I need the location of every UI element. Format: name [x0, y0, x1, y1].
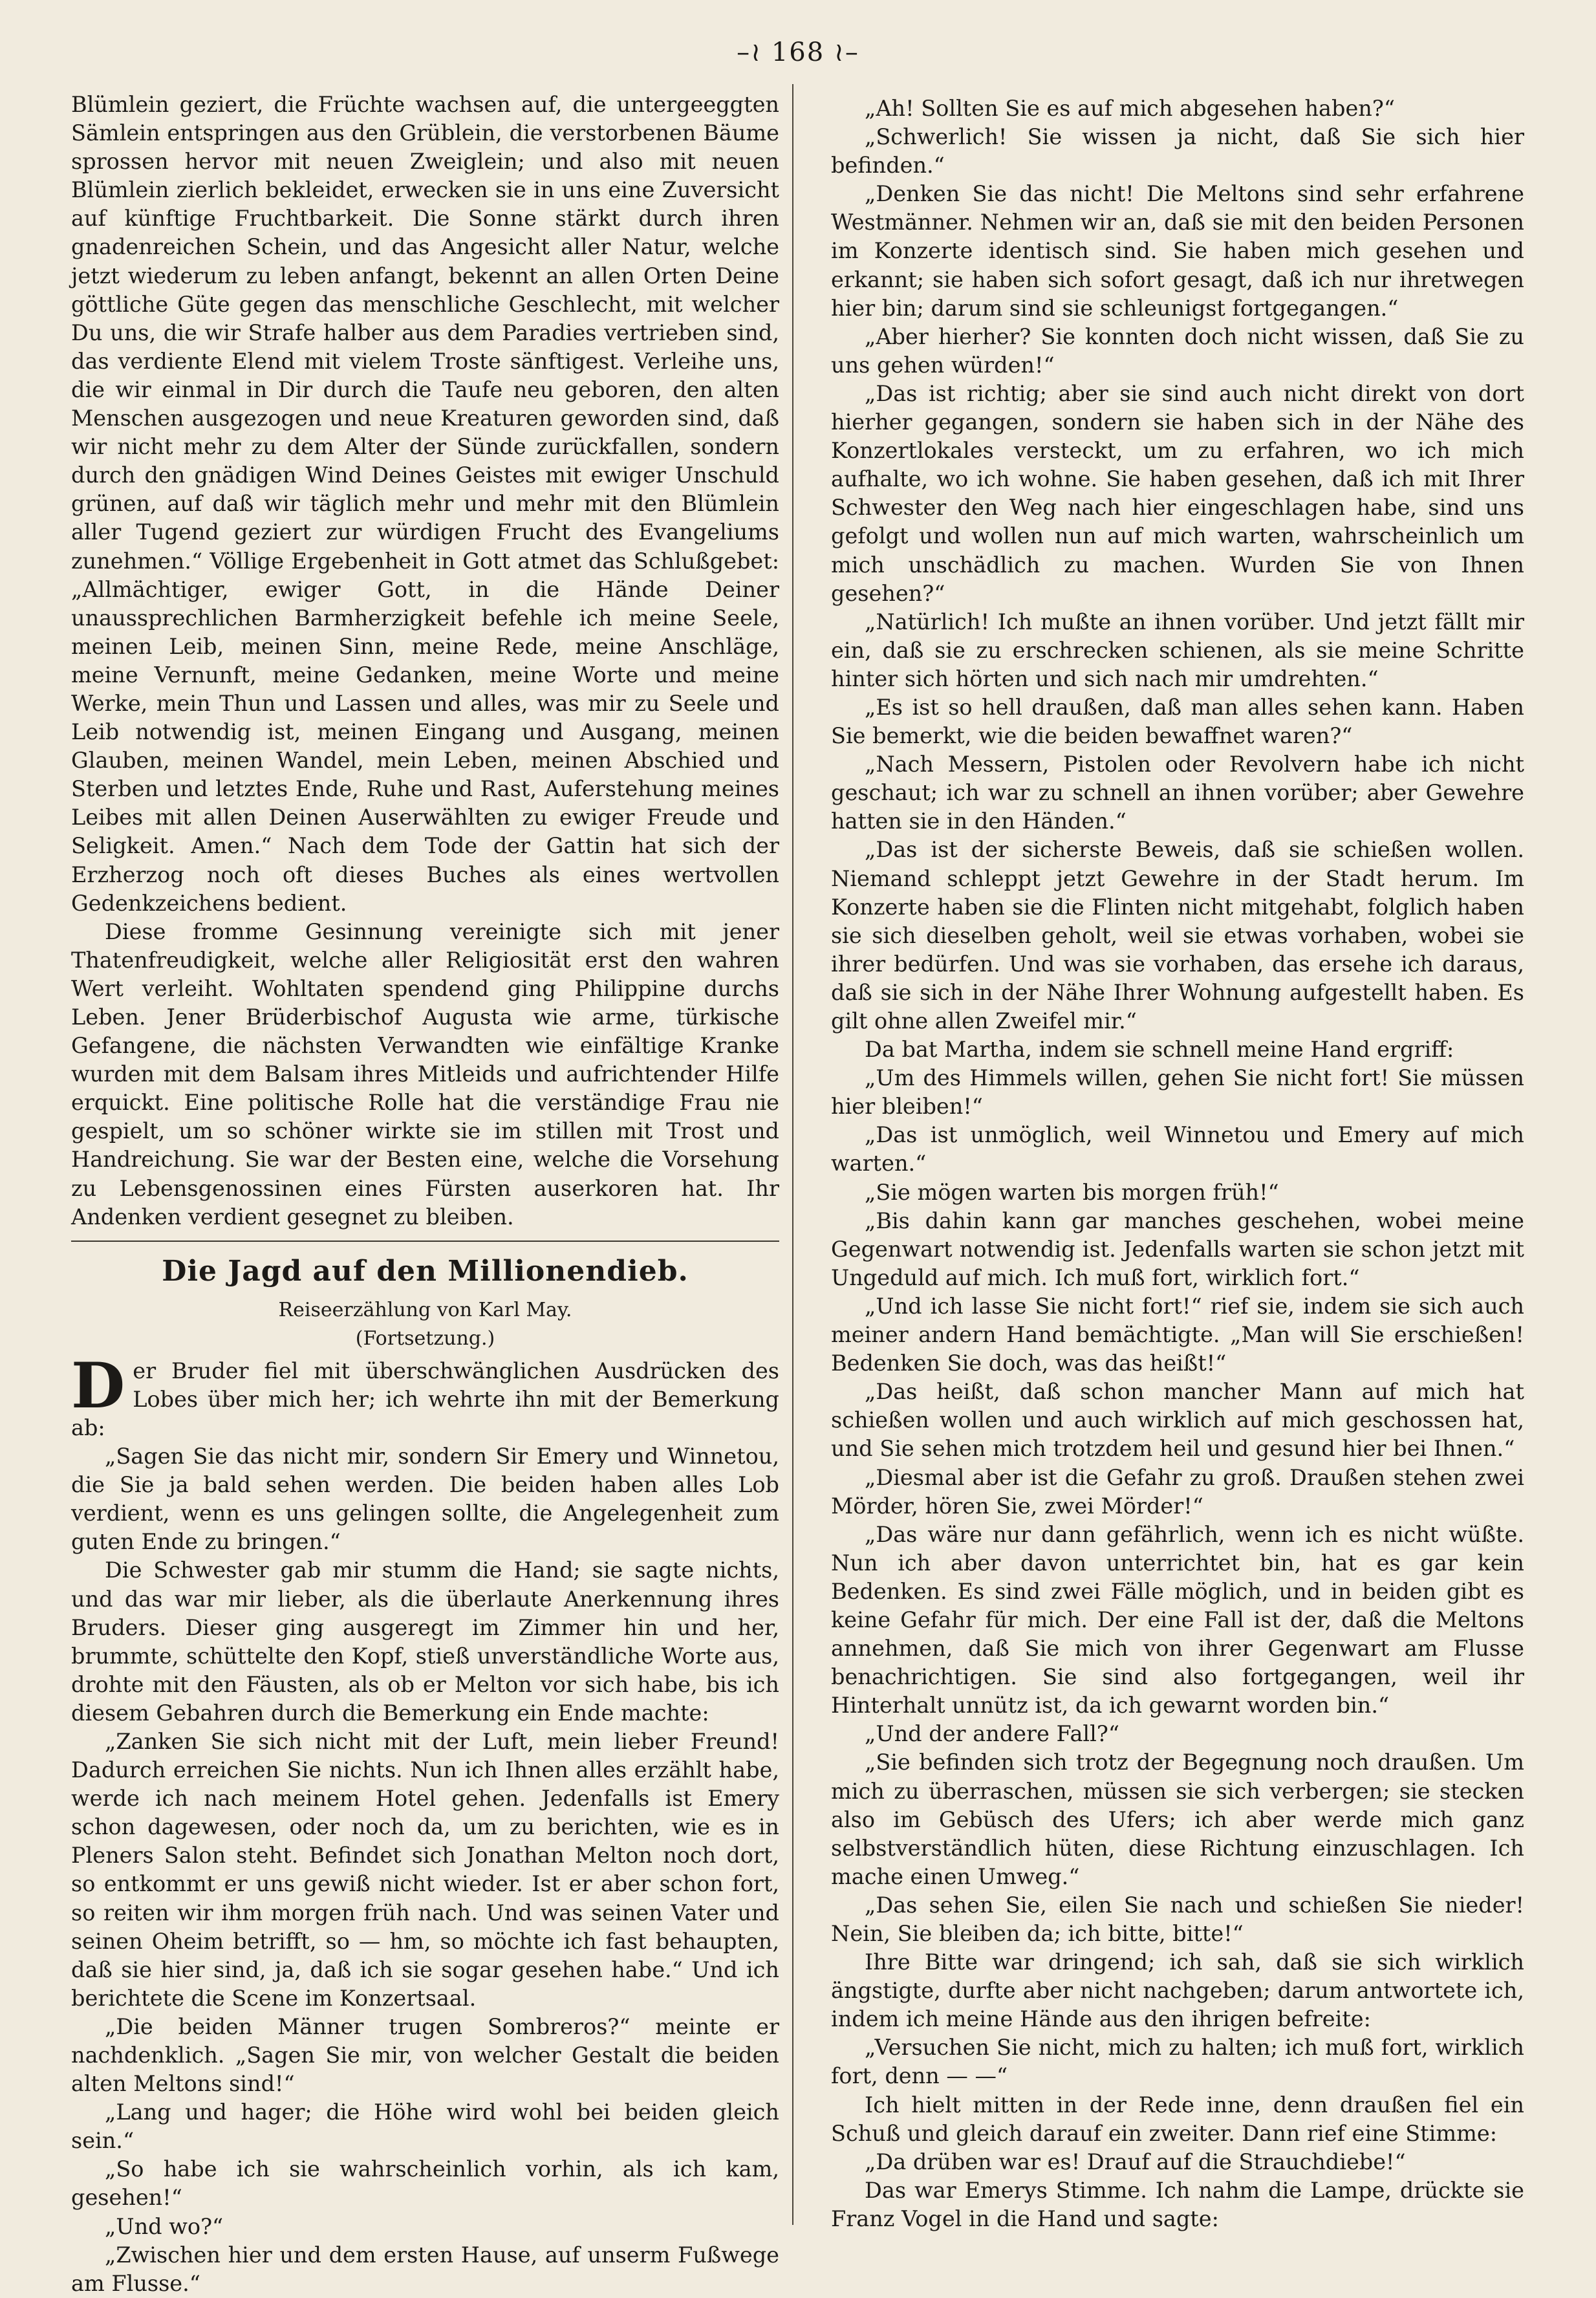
- paragraph: Ihre Bitte war dringend; ich sah, daß sie sich wirklich ängstigte, durfte aber nicht nachgeben; darum antwortete ich, indem ich meine Hände aus den ihrigen befreite:: [831, 1949, 1524, 2032]
- paragraph: „Sie befinden sich trotz der Begegnung noch draußen. Um mich zu überraschen, müssen sie sich verbergen; sie stecken also im Gebüsch des Ufers; ich aber werde mich ganz selbstverständlich hüten, diese Richtung einzuschlagen. Ich mache einen Umweg.“: [831, 1750, 1524, 1889]
- section-rule: [71, 1241, 779, 1242]
- paragraph: „Da drüben war es! Drauf auf die Strauchdiebe!“: [865, 2149, 1406, 2174]
- story-subtitle: Reiseerzählung von Karl May.: [278, 1298, 572, 1321]
- page-number: –≀ 168 ≀–: [737, 38, 859, 67]
- paragraph: „Nach Messern, Pistolen oder Revolvern habe ich nicht geschaut; ich war zu schnell an ihnen vorüber; aber Gewehre hatten sie in den Händen.“: [831, 752, 1524, 834]
- story-continuation: (Fortsetzung.): [355, 1327, 495, 1350]
- paragraph: „Und ich lasse Sie nicht fort!“ rief sie, indem sie sich auch meiner andern Hand bemächtigte. „Man will Sie erschießen! Bedenken Sie doch, was das heißt!“: [831, 1293, 1524, 1376]
- paragraph: Ich hielt mitten in der Rede inne, denn draußen fiel ein Schuß und gleich darauf ein zweiter. Dann rief eine Stimme:: [831, 2092, 1524, 2146]
- paragraph: „Versuchen Sie nicht, mich zu halten; ich muß fort, wirklich fort, denn — —“: [831, 2035, 1524, 2089]
- paragraph: „Das heißt, daß schon mancher Mann auf mich hat schießen wollen und auch wirklich auf mich geschossen hat, und Sie sehen mich trotzdem heil und gesund hier bei Ihnen.“: [831, 1379, 1524, 1462]
- paragraph: „Sagen Sie das nicht mir, sondern Sir Emery und Winnetou, die Sie ja bald sehen werden. Die beiden haben alles Lob verdient, wenn es uns gelingen sollte, die Angelegenheit zum guten Ende zu bringen.“: [71, 1444, 779, 1555]
- paragraph: „Das wäre nur dann gefährlich, wenn ich es nicht wüßte. Nun ich aber davon unterrichtet bin, hat es gar kein Bedenken. Es sind zwei Fälle möglich, und in beiden gibt es keine Gefahr für mich. Der eine Fall ist der, daß die Meltons annehmen, daß Sie mich von ihrer Gegenwart am Flusse benachrichtigen. Sie sind also fortgegangen, weil ihr Hinterhalt unnütz ist, da ich gewarnt worden bin.“: [831, 1521, 1524, 1718]
- paragraph: „Das ist der sicherste Beweis, daß sie schießen wollen. Niemand schleppt jetzt Gewehre in der Stadt herum. Im Konzerte haben sie die Flinten nicht mitgehabt, folglich haben sie sich dieselben geholt, weil sie etwas vorhaben, wobei sie ihrer bedürfen. Und was sie vorhaben, das ersehe ich daraus, daß sie sich in der Nähe Ihrer Wohnung aufgestellt haben. Es gilt ohne allen Zweifel mir.“: [831, 837, 1524, 1034]
- paragraph: „Schwerlich! Sie wissen ja nicht, daß Sie sich hier befinden.“: [831, 124, 1524, 179]
- paragraph: Diese fromme Gesinnung vereinigte sich mit jener Thatenfreudigkeit, welche aller Religiosität erst den wahren Wert verleiht. Wohltaten spendend ging Philippine durchs Leben. Jener Brüderbischof Augusta wie arme, türkische Gefangene, die nächsten Verwandten wie einfältige Kranke wurden mit dem Balsam ihres Mitleids und aufrichtender Hilfe erquickt. Eine politische Rolle hat die verständige Frau nie gespielt, um so schöner wirkte sie im stillen mit Trost und Handreichung. Sie war der Besten eine, welche die Vorsehung zu Lebensgenossinen eines Fürsten auserkoren hat. Ihr Andenken verdient gesegnet zu bleiben.: [71, 918, 779, 1230]
- left-column: [71, 91, 779, 2298]
- paragraph: „Natürlich! Ich mußte an ihnen vorüber. Und jetzt fällt mir ein, daß sie zu erschrecken schienen, als sie meine Schritte hinter sich hörten und sich nach mir umdrehten.“: [831, 609, 1524, 691]
- paragraph: „Lang und hager; die Höhe wird wohl bei beiden gleich sein.“: [71, 2099, 779, 2154]
- paragraph: „Die beiden Männer trugen Sombreros?“ meinte er nachdenklich. „Sagen Sie mir, von welcher Gestalt die beiden alten Meltons sind!“: [71, 2013, 779, 2097]
- paragraph: „Das ist richtig; aber sie sind auch nicht direkt von dort hierher gegangen, sondern sie haben sich in der Nähe des Konzertlokales versteckt, um zu erfahren, wo ich mich aufhalte, wo ich wohne. Sie haben gesehen, daß ich mit Ihrer Schwester den Weg nach hier eingeschlagen habe, sind uns gefolgt und wollen nun auf mich warten, wahrscheinlich um mich unschädlich zu machen. Wurden Sie von Ihnen gesehen?“: [831, 380, 1524, 606]
- paragraph: „Diesmal aber ist die Gefahr zu groß. Draußen stehen zwei Mörder, hören Sie, zwei Mörder!“: [831, 1464, 1524, 1519]
- story-first-text: er Bruder fiel mit überschwänglichen Ausdrücken des Lobes über mich her; ich wehrte ihn mit der Bemerkung ab:: [71, 1358, 779, 1440]
- paragraph: „Ah! Sollten Sie es auf mich abgesehen haben?“: [865, 96, 1395, 121]
- paragraph: „Es ist so hell draußen, daß man alles sehen kann. Haben Sie bemerkt, wie die beiden bewaffnet waren?“: [831, 694, 1524, 749]
- paragraph: „Zwischen hier und dem ersten Hause, auf unserm Fußwege am Flusse.“: [71, 2242, 779, 2296]
- paragraph: „Zanken Sie sich nicht mit der Luft, mein lieber Freund! Dadurch erreichen Sie nichts. Nun ich Ihnen alles erzählt habe, werde ich nach meinem Hotel gehen. Jedenfalls ist Emery schon dagewesen, oder noch da, um zu berichten, wie es in Pleners Salon steht. Befindet sich Jonathan Melton noch dort, so entkommt er uns gewiß nicht wieder. Ist er aber schon fort, so reiten wir ihm morgen früh nach. Und was seinen Vater und seinen Oheim betrifft, so — hm, so möchte ich fast behaupten, daß sie hier sind, ja, daß ich sie sogar gesehen habe.“ Und ich berichtete die Scene im Konzertsaal.: [71, 1728, 779, 2011]
- paragraph: Blümlein geziert, die Früchte wachsen auf, die untergeeggten Sämlein entspringen aus den Grüblein, die verstorbenen Bäume sprossen hervor mit neuen Zweiglein; und also mit neuen Blümlein zierlich bekleidet, erwecken sie in uns eine Zuversicht auf künftige Fruchtbarkeit. Die Sonne stärkt durch ihren gnadenreichen Schein, und das Angesicht aller Natur, welche jetzt wiederum zu leben anfangt, bekennt an allen Orten Deine göttliche Güte gegen das menschliche Geschlecht, mit welcher Du uns, die wir Strafe halber aus dem Paradies vertrieben sind, das verdiente Elend mit vielem Troste sänftigest. Verleihe uns, die wir einmal in Dir durch die Taufe neu geboren, den alten Menschen ausgezogen und neue Kreaturen geworden sind, daß wir nicht mehr zu dem Alter der Sünde zurückfallen, sondern durch den gnädigen Wind Deines Geistes mit ewiger Unschuld grünen, auf daß wir täglich mehr und mehr mit den Blümlein aller Tugend geziert zur würdigen Frucht des Evangeliums zunehmen.“ Völlige Ergebenheit in Gott atmet das Schlußgebet: „Allmächtiger, ewiger Gott, in die Hände Deiner unaussprechlichen Barmherzigkeit befehle ich meine Seele, meinen Leib, meinen Sinn, meine Rede, meine Anschläge, meine Vernunft, meine Gedanken, meine Worte und meine Werke, mein Thun und Lassen und alles, was mir zu Seele und Leib notwendig ist, meinen Eingang und Ausgang, meinen Glauben, meinen Wandel, mein Leben, meinen Abschied und Sterben und letztes Ende, Ruhe und Rast, Auferstehung meines Leibes mit allen Deinen Auserwählten zu ewiger Freude und Seligkeit. Amen.“ Nach dem Tode der Gattin hat sich der Erzherzog noch oft dieses Buches als eines wertvollen Gedenkzeichens bedient.: [71, 92, 779, 916]
- story-first-paragraph: [71, 1349, 779, 1442]
- column-divider: [792, 84, 793, 2225]
- paragraph: „Um des Himmels willen, gehen Sie nicht fort! Sie müssen hier bleiben!“: [831, 1065, 1524, 1120]
- paragraph: „Aber hierher? Sie konnten doch nicht wissen, daß Sie zu uns gehen würden!“: [831, 323, 1524, 378]
- right-column: [831, 94, 1524, 2233]
- paragraph: „Sie mögen warten bis morgen früh!“: [865, 1179, 1279, 1205]
- paragraph: „Bis dahin kann gar manches geschehen, wobei meine Gegenwart notwendig ist. Jedenfalls warten sie schon jetzt mit Ungeduld auf mich. Ich muß fort, wirklich fort.“: [831, 1208, 1524, 1290]
- paragraph: Da bat Martha, indem sie schnell meine Hand ergriff:: [865, 1037, 1454, 1063]
- paragraph: „Das ist unmöglich, weil Winnetou und Emery auf mich warten.“: [831, 1122, 1524, 1176]
- drop-cap: D: [71, 1349, 125, 1422]
- paragraph: „So habe ich sie wahrscheinlich vorhin, als ich kam, gesehen!“: [71, 2156, 779, 2211]
- paragraph: „Und der andere Fall?“: [865, 1721, 1119, 1747]
- paragraph: „Das sehen Sie, eilen Sie nach und schießen Sie nieder! Nein, Sie bleiben da; ich bitte, bitte!“: [831, 1892, 1524, 1946]
- paragraph: „Denken Sie das nicht! Die Meltons sind sehr erfahrene Westmänner. Nehmen wir an, daß sie mit den beiden Personen im Konzerte identisch sind. Sie haben mich gesehen und erkannt; sie haben sich sofort gesagt, daß ich nur ihretwegen hier bin; darum sind sie schleunigst fortgegangen.“: [831, 181, 1524, 321]
- paragraph: Das war Emerys Stimme. Ich nahm die Lampe, drückte sie Franz Vogel in die Hand und sagte:: [831, 2177, 1524, 2231]
- story-title: Die Jagd auf den Millionendieb.: [162, 1254, 689, 1288]
- paragraph: Die Schwester gab mir stumm die Hand; sie sagte nichts, und das war mir lieber, als die überlaute Anerkennung ihres Bruders. Dieser ging ausgeregt im Zimmer hin und her, brummte, schüttelte den Kopf, stieß unverständliche Worte aus, drohte mit den Fäusten, als ob er Melton vor sich habe, bis ich diesem Gebahren durch die Bemerkung ein Ende machte:: [71, 1557, 779, 1726]
- paragraph: „Und wo?“: [105, 2213, 224, 2239]
